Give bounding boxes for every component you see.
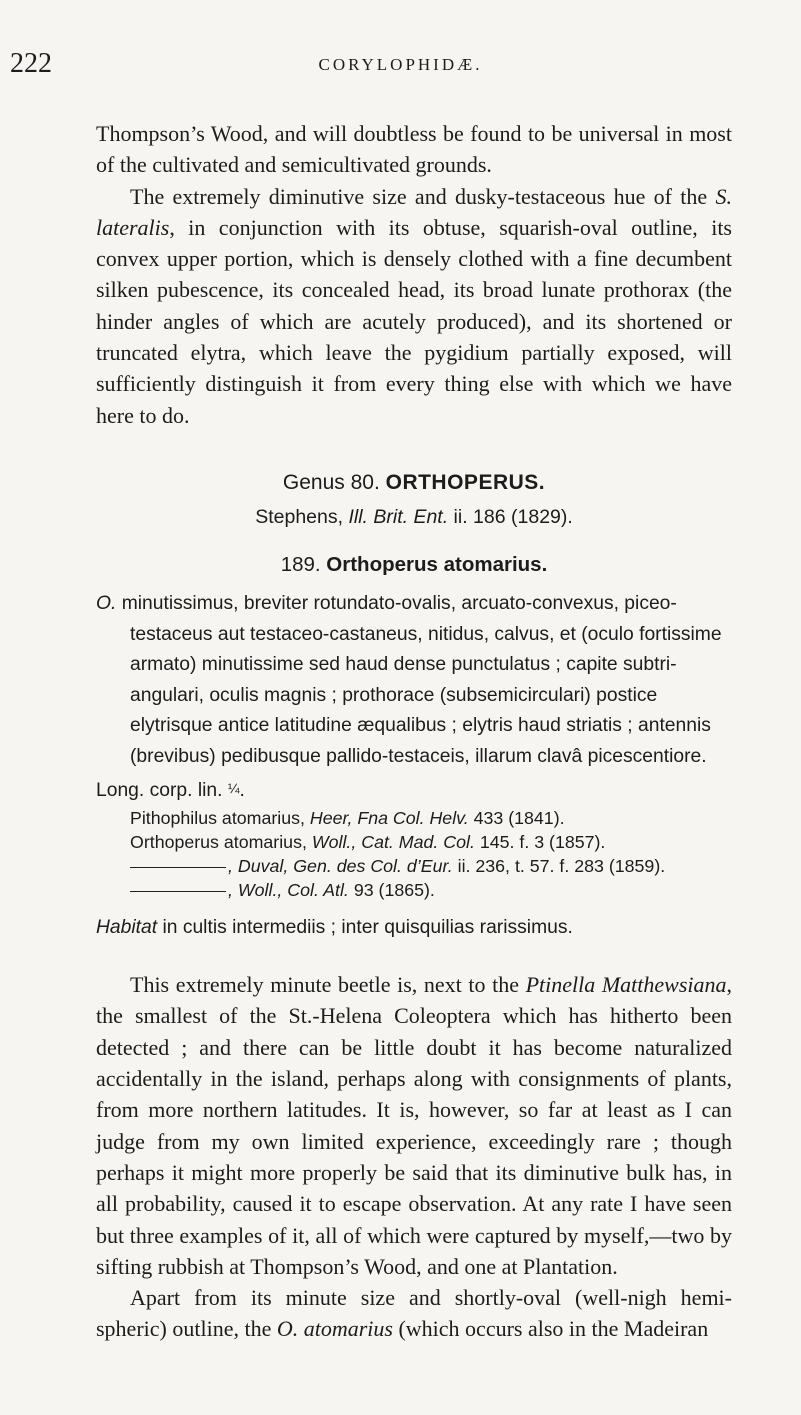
body-length xyxy=(96,780,245,801)
species-heading xyxy=(96,549,732,581)
description-text xyxy=(96,589,732,773)
synonym-reference: 93 (1865). xyxy=(348,880,435,901)
ditto-dash xyxy=(130,891,226,892)
paragraph-text: , in conjunction with its obtuse, squarish-oval outline, its convex upper portion, which is densely clothed with a fine decumbent silken pubescence, its concealed head, its broad lunate prothorax (the hinder angles of which are acutely produced), and its shortened or truncated elytra, which leave the pygidium partially exposed, will sufficiently distinguish it from every thing else with which we have here to do. xyxy=(96,214,732,428)
synonym-reference: 145. f. 3 (1857). xyxy=(474,832,606,853)
reference-author: Stephens, xyxy=(255,505,349,528)
paragraph-text: , the smallest of the St.-Helena Coleoptera which has hitherto been detected ; and there can be little doubt it has become naturalized accidentally in the island, perhaps along with consignments of plants, from more northern latitudes. It is, however, so far at least as I can judge from my own limited experience, exceedingly rare ; though perhaps it might more properly be said that its diminutive bulk has, in all probability, caused it to escape observation. At any rate I have seen but three examples of it, all of which were captured by myself,—two by sifting rubbish at Thompson’s Wood, and one at Plantation. xyxy=(96,972,732,1279)
genus-reference xyxy=(96,502,732,533)
paragraph-text: Apart from its minute size and shortly-oval (well-nigh hemi-spheric) outline, the xyxy=(96,1285,732,1342)
paragraph-lateralis xyxy=(96,181,732,431)
reference-work: Ill. Brit. Ent. xyxy=(348,505,449,528)
species-name: O. atomarius xyxy=(276,1316,393,1342)
page-number: 222 xyxy=(10,48,52,79)
length-fraction: ¼ xyxy=(227,779,240,796)
synonym-entry xyxy=(130,830,732,854)
page-body xyxy=(96,118,732,1345)
species-name: Ptinella Matthewsiana xyxy=(525,972,727,998)
genus-name: ORTHOPERUS. xyxy=(385,470,546,494)
paragraph-text: (which occurs also in the Madeiran xyxy=(392,1316,709,1342)
ditto-dash xyxy=(130,867,226,868)
genus-label: Genus 80. xyxy=(282,470,386,494)
paragraph-text: Thompson’s Wood, and will doubtless be found to be universal in most of the cultivated and semicultivated grounds. xyxy=(96,121,732,178)
synonym-name: Pithophilus atomarius, xyxy=(130,808,310,829)
reference-detail: ii. 186 (1829). xyxy=(448,505,573,528)
synonym-name: Orthoperus atomarius, xyxy=(130,832,312,853)
length-label: Long. corp. lin. xyxy=(96,779,228,801)
paragraph-atomarius xyxy=(96,969,732,1282)
genus-abbreviation: O. xyxy=(96,592,117,614)
synonym-entry xyxy=(130,806,732,830)
page-header xyxy=(0,46,801,82)
synonym-reference: 433 (1841). xyxy=(468,808,565,829)
synonym-citation: , Woll., Col. Atl. xyxy=(228,880,349,901)
paragraph-outline xyxy=(96,1282,732,1345)
paragraph-text: The extremely diminutive size and dusky-testaceous hue of the xyxy=(130,183,716,209)
species-name: S. lateralis xyxy=(96,183,732,240)
description-body: minutissimus, breviter rotundato-ovalis, arcuato-convexus, piceo-testaceus aut testaceo-castaneus, nitidus, calvus, et (oculo fortissime armato) minutissime sed haud dense punctulatus ; capite subtri-angulari, oculis magnis ; prothorace (subsemicirculari) postice elytrisque antice latitudine æqualibus ; elytris haud striatis ; antennis (brevibus) pedibusque pallido-testaceis, illarum clavâ picescentiore. xyxy=(116,592,722,767)
synonymy-list xyxy=(130,806,732,902)
habitat-text: in cultis intermediis ; inter quisquilias rarissimus. xyxy=(157,917,573,939)
synonym-entry xyxy=(130,854,732,878)
running-head: CORYLOPHIDÆ. xyxy=(318,55,483,74)
species-title: Orthoperus atomarius. xyxy=(326,552,548,576)
genus-heading xyxy=(96,468,732,498)
synonym-citation: Woll., Cat. Mad. Col. xyxy=(311,832,475,853)
synonym-citation: Heer, Fna Col. Helv. xyxy=(309,808,469,829)
habitat-line xyxy=(96,912,732,943)
paragraph-continued xyxy=(96,118,732,181)
synonym-reference: ii. 236, t. 57. f. 283 (1859). xyxy=(452,856,666,877)
species-number: 189. xyxy=(280,552,327,576)
habitat-label: Habitat xyxy=(96,917,158,939)
synonym-entry xyxy=(130,878,732,902)
latin-description xyxy=(96,589,732,806)
synonym-citation: , Duval, Gen. des Col. d’Eur. xyxy=(228,856,453,877)
length-end: . xyxy=(239,779,245,801)
paragraph-text: This extremely minute beetle is, next to the xyxy=(130,972,526,998)
